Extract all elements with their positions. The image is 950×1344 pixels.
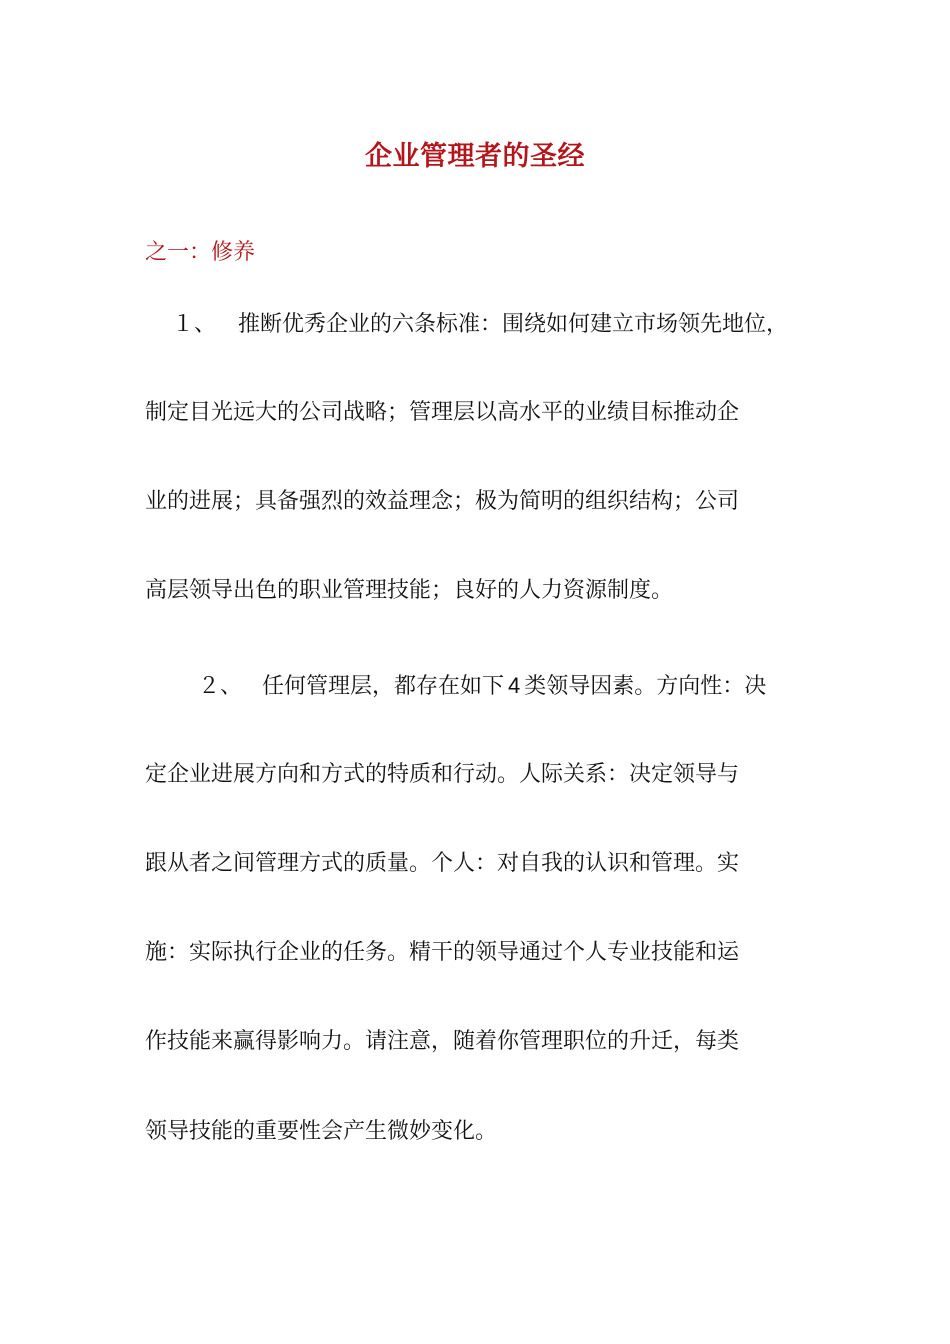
paragraph-2-line-1 [198, 671, 878, 702]
paragraph-2-number-4: 4 [508, 673, 521, 698]
paragraph-2-text-a: 任何管理层，都存在如下 [262, 674, 505, 699]
section-heading: 之一：修养 [145, 240, 256, 265]
paragraph-1-line-1 [172, 310, 852, 340]
paragraph-2-line-5: 作技能来赢得影响力。请注意，随着你管理职位的升迁，每类 [145, 1029, 740, 1054]
paragraph-1-line-2: 制定目光远大的公司战略；管理层以高水平的业绩目标推动企 [145, 400, 740, 425]
paragraph-1-text: 推断优秀企业的六条标准：围绕如何建立市场领先地位， [238, 312, 789, 337]
paragraph-2-line-2: 定企业进展方向和方式的特质和行动。人际关系：决定领导与 [145, 762, 740, 787]
paragraph-1-line-4: 高层领导出色的职业管理技能；良好的人力资源制度。 [145, 578, 674, 603]
paragraph-2-line-3: 跟从者之间管理方式的质量。个人：对自我的认识和管理。实 [145, 851, 740, 876]
document-title: 企业管理者的圣经 [365, 141, 585, 172]
paragraph-2-line-6: 领导技能的重要性会产生微妙变化。 [145, 1119, 498, 1144]
paragraph-2-number: ２、 [198, 674, 243, 699]
paragraph-1-number: １、 [172, 312, 217, 337]
paragraph-2-line-4: 施：实际执行企业的任务。精干的领导通过个人专业技能和运 [145, 940, 740, 965]
paragraph-1-line-3: 业的进展；具备强烈的效益理念；极为简明的组织结构；公司 [145, 489, 740, 514]
paragraph-2-text-b: 类领导因素。方向性：决 [524, 674, 767, 699]
